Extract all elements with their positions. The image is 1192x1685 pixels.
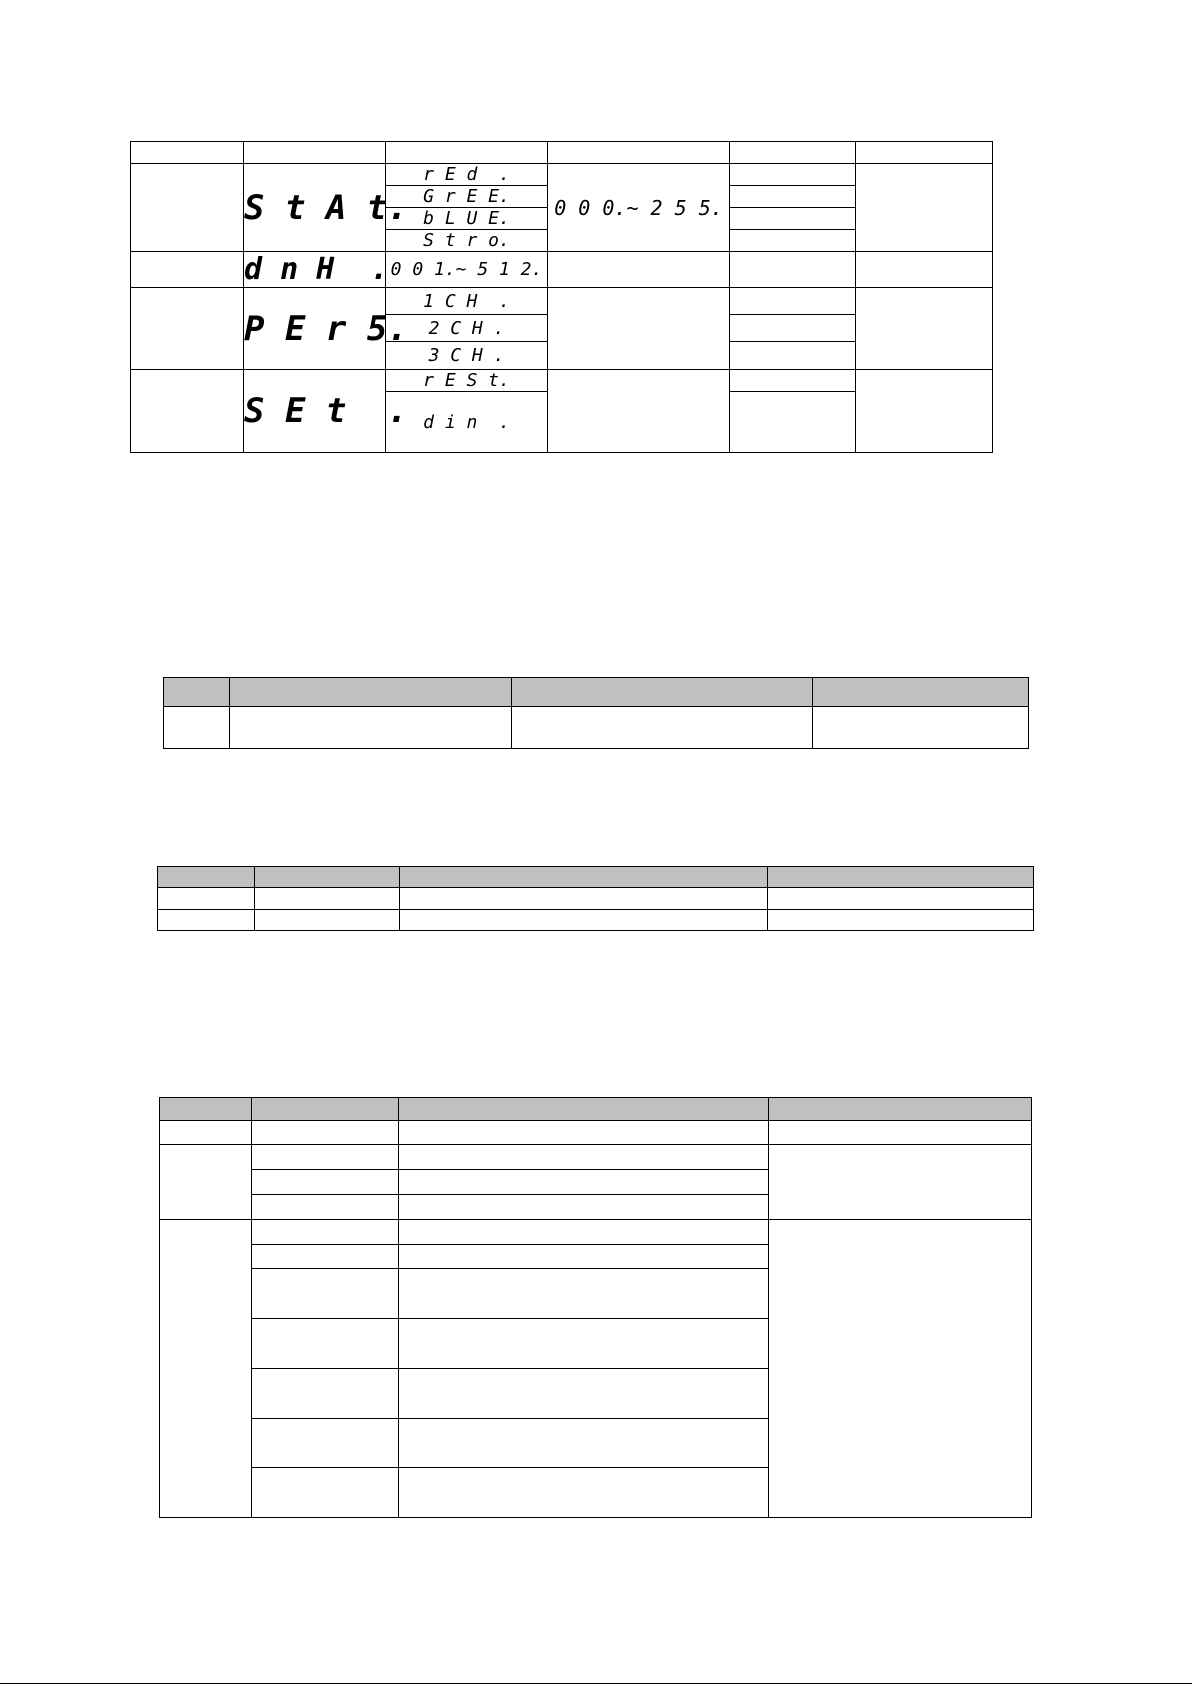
header-cell [386,142,548,164]
header-cell [769,1098,1032,1121]
table-row [131,164,993,186]
main-display-set: S E t . [244,370,386,453]
header-cell [512,678,813,707]
cell [252,1419,399,1468]
table-row [160,1145,1032,1170]
cell [813,707,1029,749]
cell [131,288,244,370]
table-row [131,288,993,315]
cell [158,888,255,910]
cell [160,1145,252,1220]
cell [164,707,230,749]
cell [399,1170,769,1195]
header-cell [244,142,386,164]
cell [548,252,730,288]
header-cell [768,867,1034,888]
table-row [164,707,1029,749]
cell [399,1319,769,1369]
cell [252,1468,399,1518]
cell [768,888,1034,910]
cell [252,1269,399,1319]
cell [131,252,244,288]
cell [730,230,856,252]
cell [399,1195,769,1220]
table-row [131,252,993,288]
cell [512,707,813,749]
header-cell [164,678,230,707]
sub-display-green: G r E E. [386,186,548,208]
cell [252,1220,399,1245]
cell [730,288,856,315]
cell [856,370,993,453]
menu-table-header [131,142,993,164]
cell [856,252,993,288]
channel-table-1ch [163,677,1029,749]
cell [730,186,856,208]
table-header-row [160,1098,1032,1121]
cell [400,888,768,910]
cell [769,1121,1032,1145]
cell [252,1195,399,1220]
cell [252,1245,399,1269]
header-cell [400,867,768,888]
cell [730,252,856,288]
sub-display-blue: b L U E. [386,208,548,230]
cell [399,1468,769,1518]
cell [399,1245,769,1269]
sub-display-1ch: 1 C H . [386,288,548,315]
sub-display-strobe: S t r o. [386,230,548,252]
cell [252,1145,399,1170]
cell [769,1145,1032,1220]
cell [548,288,730,370]
cell [768,910,1034,931]
cell [856,164,993,252]
table-row [160,1121,1032,1145]
cell [730,342,856,370]
cell [399,1220,769,1245]
sub-display-2ch: 2 C H . [386,315,548,342]
table-row [131,370,993,392]
header-cell [252,1098,399,1121]
sub-display-red: r E d . [386,164,548,186]
sub-display-address-range: 0 0 1.~ 5 1 2. [386,252,548,288]
table-row [158,910,1034,931]
header-cell [131,142,244,164]
cell [399,1269,769,1319]
main-display-stat: S t A t. [244,164,386,252]
cell [230,707,512,749]
cell [399,1369,769,1419]
cell [399,1419,769,1468]
cell [730,370,856,392]
cell [856,288,993,370]
cell [548,370,730,453]
cell [252,1170,399,1195]
cell [399,1121,769,1145]
table-header-row [164,678,1029,707]
sub-display-reset: r E S t. [386,370,548,392]
sub-display-3ch: 3 C H . [386,342,548,370]
cell [769,1220,1032,1518]
cell [730,208,856,230]
page-bottom-rule [0,1683,1192,1684]
cell [160,1220,252,1518]
table-header-row [158,867,1034,888]
header-cell [158,867,255,888]
cell [252,1121,399,1145]
main-display-dmx: d n H . [244,252,389,287]
header-cell [230,678,512,707]
cell [730,392,856,453]
cell [158,910,255,931]
cell [131,370,244,453]
header-cell [399,1098,769,1121]
menu-table [130,141,993,453]
header-cell [255,867,400,888]
cell [255,910,400,931]
cell [252,1319,399,1369]
table-row [158,888,1034,910]
cell [730,164,856,186]
channel-table-3ch [159,1097,1032,1518]
header-cell [856,142,993,164]
cell [730,315,856,342]
header-cell [160,1098,252,1121]
cell [400,910,768,931]
sub-display-dim: d i n . [386,392,548,453]
value-display-range: 0 0 0.~ 2 5 5. [548,164,730,252]
main-display-pers: P E r 5. [244,288,386,370]
header-cell [548,142,730,164]
cell [160,1121,252,1145]
cell [399,1145,769,1170]
cell [131,164,244,252]
channel-table-2ch [157,866,1034,931]
cell [252,1369,399,1419]
header-cell [813,678,1029,707]
header-cell [730,142,856,164]
table-row [160,1220,1032,1245]
cell [255,888,400,910]
